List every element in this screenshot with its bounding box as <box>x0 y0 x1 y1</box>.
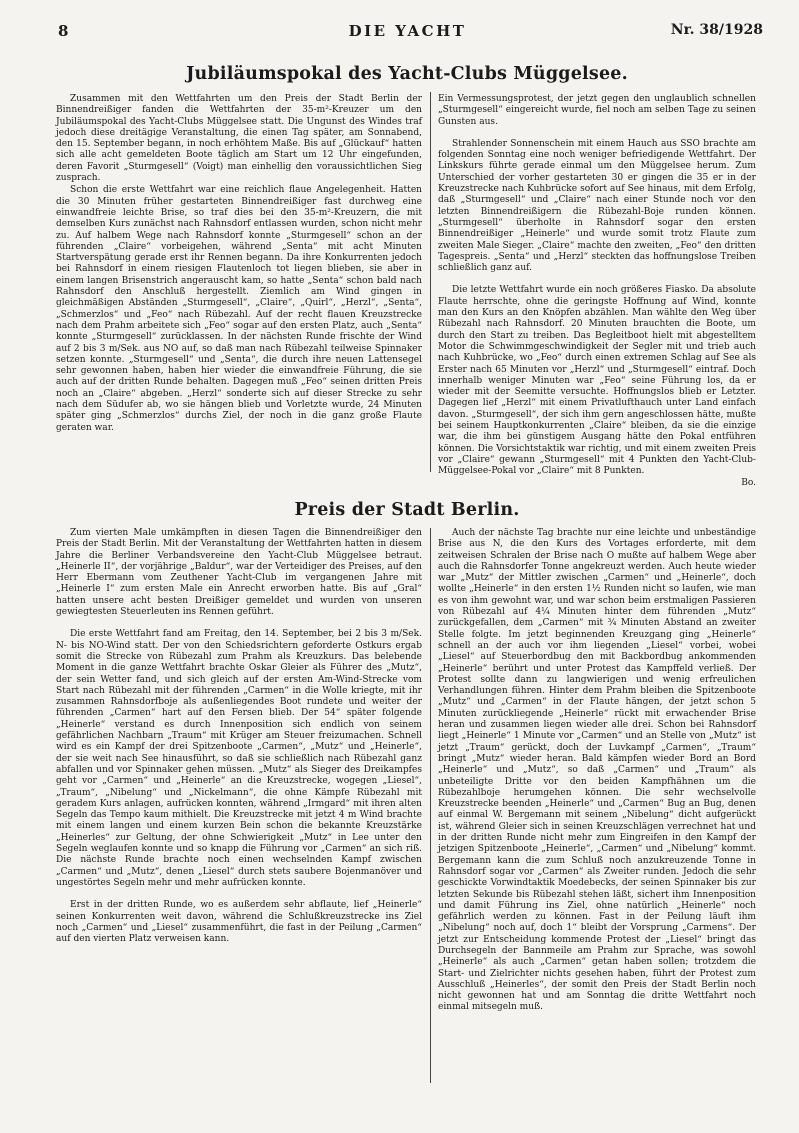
author-signature: Bo. <box>741 477 756 488</box>
paragraph: Schon die erste Wettfahrt war eine reichlich flaue Angelegenheit. Hatten die 30 Minuten früher gestarteten Binnendreißiger fast durchweg eine einwandfreie leichte Brise, so traf dies bei den 35-m²-Kreuzern, die mit demselben Kurs zunächst nach Rahnsdorf entlassen wurden, schon nicht mehr zu. Auf halbem Wege nach Rahnsdorf konnte „Sturmgesell“ schon an der führenden „Claire“ vorbeigehen, während „Senta“ mit acht Minuten Startverspätung gerade erst ihr Rennen begann. Da ihre Konkurrenten jedoch bei Rahnsdorf in einem riesigen Flautenloch tot liegen blieben, sie aber in einem langen Brisenstrich angerauscht kam, so hatte „Senta“ schon bald nach Rahnsdorf den Anschluß hergestellt. Ziemlich am Wind gingen in gleichmäßigen Abständen „Sturmgesell“, „Claire“, „Quirl“, „Herzl“, „Senta“, „Schmerzlos“ und „Feo“ nach Rübezahl. Auf der recht flauen Kreuzstrecke nach dem Prahm arbeitete sich „Feo“ sogar auf den ersten Platz, auch „Senta“ konnte „Sturmgesell“ zurücklassen. In der nächsten Runde frischte der Wind auf 2 bis 3 m/Sek. aus NO auf, so daß man nach Rübezahl teilweise Spinnaker setzen konnte. „Sturmgesell“ und „Senta“, die durch ihre neuen Lattensegel sehr gewonnen haben, haben hier wieder die einwandfreie Führung, die sie auch auf der dritten Runde behalten. Dagegen muß „Feo“ seinen dritten Preis noch an „Claire“ abgeben. „Herzl“ sonderte sich auf dieser Strecke zu sehr nach dem Südufer ab, wo sie hängen blieb und Vorletzte wurde, 24 Minuten später ging „Schmerzlos“ durchs Ziel, der noch in die ganz große Flaute geraten war. <box>56 185 422 433</box>
paragraph: Die erste Wettfahrt fand am Freitag, den 14. September, bei 2 bis 3 m/Sek. N- bis NO-Wind statt. Der von den Schiedsrichtern geforderte Ostkurs ergab somit die Strecke von Rübezahl zum Prahm als Kreuzkurs. Das belebende Moment in die ganze Wettfahrt brachte Oskar Gleier als Führer des „Mutz“, der sein Wetter fand, und sich gleich auf der ersten Am-Wind-Strecke vom Start nach Rübezahl mit der führenden „Carmen“ in die Wolle kriegte, mit ihr zusammen Rahnsdorfboje als außenliegendes Boot rundete und weiter der führenden „Carmen“ hart auf den Fersen blieb. Der 54“ später folgende „Heinerle“ verstand es durch Innenposition sich endlich von seinem gefährlichen Nachbarn „Traum“ mit Krüger am Steuer freizumachen. Schnell wird es ein Kampf der drei Spitzenboote „Carmen“, „Mutz“ und „Heinerle“, der sie weit nach See hinausführt, so daß sie schließlich nach Rübezahl ganz abfallen und vor Spinnaker gehen müssen. „Mutz“ als Sieger des Dreikampfes geht vor „Carmen“ und „Heinerle“ an die Kreuzstrecke, wogegen „Liesel“, „Traum“, „Nibelung“ und „Nickelmann“, die ohne Kämpfe Rübezahl mit geradem Kurs anlagen, aufrücken konnten, während „Irmgard“ mit ihren alten Segeln das Tempo kaum mithielt. Die Kreuzstrecke mit jetzt 4 m Wind brachte mit einem langen und einem kurzen Bein schon die bekannte Kreuzstärke „Heinerles“ zur Geltung, der ohne Schwierigkeit „Mutz“ in Lee unter den Segeln weglaufen konnte und so knapp die Führung vor „Carmen“ an sich riß. Die nächste Runde brachte noch einen wechselnden Kampf zwischen „Carmen“ und „Mutz“, denen „Liesel“ durch stets saubere Bojenmanöver und ungestörtes Segeln mehr und mehr aufrücken konnte. <box>56 629 422 888</box>
page-number: 8 <box>58 22 69 40</box>
paragraph: Zum vierten Male umkämpften in diesen Tagen die Binnendreißiger den Preis der Stadt Berlin. Mit der Veranstaltung der Wettfahrten hatten in diesem Jahre die Berliner Verbandsvereine den Yacht-Club Müggelsee betraut. „Heinerle II“, der vorjährige „Baldur“, war der Verteidiger des Preises, auf den Herr Ebermann vom Zeuthener Yacht-Club im vergangenen Jahre mit „Heinerle I“ zum ersten Male ein Anrecht erworben hatte. Bis auf „Gral“ hatten unsere acht besten Dreißiger gemeldet und wurden von unseren gewiegtesten Steuerleuten ins Rennen geführt. <box>56 528 422 618</box>
article-1-right-column <box>438 94 756 489</box>
paragraph: Die letzte Wettfahrt wurde ein noch größeres Fiasko. Da absolute Flaute herrschte, ohne die geringste Hoffnung auf Wind, konnte man den Kurs an den Knöpfen abzählen. Man wählte den Weg über Rübezahl nach Rahnsdorf. 20 Minuten brauchten die Boote, um durch den Start zu treiben. Das Begleitboot hielt mit abgestelltem Motor die Schwimmgeschwindigkeit der Segler mit und trieb auch nach Kuhbrücke, wo „Feo“ durch einen extremen Schlag auf See als Erster nach 65 Minuten vor „Herzl“ und „Sturmgesell“ eintraf. Doch innerhalb weniger Minuten war „Feo“ seine Führung los, da er wieder mit der Seemitte versuchte. Hoffnungslos blieb er Letzter. Dagegen lief „Herzl“ mit einem Privatlufthauch unter Land einfach davon. „Sturmgesell“, der sich ihm gern angeschlossen hätte, mußte bei seinem Hauptkonkurrenten „Claire“ bleiben, da sie die einzige war, die ihm bei günstigem Ausgang hätte den Pokal entführen können. Die Vorsichtstaktik war richtig, und mit einem zweiten Preis vor „Claire“ gewann „Sturmgesell“ mit 4 Punkten den Yacht-Club-Müggelsee-Pokal vor „Claire“ mit 8 Punkten. <box>438 285 756 477</box>
paragraph: Erst in der dritten Runde, wo es außerdem sehr abflaute, lief „Heinerle“ seinen Konkurrenten weit davon, während die Schlußkreuzstrecke ins Ziel noch „Carmen“ und „Liesel“ zusammenführt, die fast in der Peilung „Carmen“ auf den vierten Platz verweisen kann. <box>56 900 422 945</box>
paragraph: Zusammen mit den Wettfahrten um den Preis der Stadt Berlin der Binnendreißiger fanden die Wettfahrten der 35-m²-Kreuzer um den Jubiläumspokal des Yacht-Clubs Müggelsee statt. Die Ungunst des Windes traf jedoch diese dreitägige Veranstaltung, die einen Tag später, am Sonnabend, den 15. September begann, in noch erhöhtem Maße. Bis auf „Glückauf“ hatten sich alle acht gemeldeten Boote täglich am Start um 12 Uhr eingefunden, deren Favorit „Sturmgesell“ (Voigt) man einhellig den voraussichtlichen Sieg zusprach. <box>56 94 422 184</box>
paragraph: Ein Vermessungsprotest, der jetzt gegen den unglaublich schnellen „Sturmgesell“ eingereicht wurde, fiel noch am selben Tage zu seinen Gunsten aus. <box>438 94 756 127</box>
article-2-right-column <box>438 528 756 1014</box>
article-title-preis-der-stadt-berlin: Preis der Stadt Berlin. <box>294 500 520 520</box>
page-header <box>52 22 763 44</box>
column-divider <box>430 92 431 472</box>
masthead: DIE YACHT <box>348 22 467 40</box>
column-divider <box>430 528 431 1083</box>
paragraph: Auch der nächste Tag brachte nur eine leichte und unbeständige Brise aus N, die den Kurs des Vortages erforderte, mit dem zeitweisen Schralen der Brise nach O mußte auf halbem Wege aber auch die Rahnsdorfer Tonne angekreuzt werden. Auch heute wieder war „Mutz“ der Mittler zwischen „Carmen“ und „Heinerle“, doch wollte „Heinerle“ in den ersten 1½ Runden nicht so laufen, wie man es von ihm gewohnt war, und war schon beim erstmaligen Passieren von Rübezahl auf 4¼ Minuten hinter dem führenden „Mutz“ zurückgefallen, dem „Carmen“ mit ¾ Minuten Abstand an zweiter Stelle folgte. Im jetzt beginnenden Kreuzgang ging „Heinerle“ schnell an der auch vor ihm liegenden „Liesel“ vorbei, wobei „Liesel“ auf Steuerbordbug den mit Backbordbug ankommenden „Heinerle“ berührt und unter Protest das Kampffeld verließ. Der Protest sollte dann zu langwierigen und wenig erfreulichen Verhandlungen führen. Hinter dem Prahm bleiben die Spitzenboote „Mutz“ und „Carmen“ in der Flaute hängen, der jetzt schon 5 Minuten zurückliegende „Heinerle“ rückt mit erwachender Brise heran und zusammen liegen wieder alle drei. Schon bei Rahnsdorf liegt „Heinerle“ 1 Minute vor „Carmen“ und an Stelle von „Mutz“ ist jetzt „Traum“ gerückt, doch der Luvkampf „Carmen“, „Traum“ bringt „Mutz“ wieder heran. Bald kämpfen wieder Bord an Bord „Heinerle“ und „Mutz“, so daß „Carmen“ und „Traum“ als unbeteiligte Dritte vor den beiden Kampfhähnen um die Rübezahlboje herumgehen können. Die sehr wechselvolle Kreuzstrecke beenden „Heinerle“ und „Carmen“ Bug an Bug, denen auf einmal W. Bergemann mit seinem „Nibelung“ dicht aufgerückt ist, während Gleier sich in seinen Kreuzschlägen verrechnet hat und in der dritten Runde nicht mehr zum Eingreifen in den Kampf der jetzigen Spitzenboote „Heinerle“, „Carmen“ und „Nibelung“ kommt. Bergemann kann die zum Schluß noch anzukreuzende Tonne in Rahnsdorf sogar vor „Carmen“ als Zweiter runden. Jedoch die sehr geschickte Vorwindtaktik Moedebecks, der seinen Spinnaker bis zur letzten Sekunde bis Rübezahl stehen läßt, sichert ihm Innenposition und damit Führung ins Ziel, ohne natürlich „Heinerle“ noch gefährlich werden zu können. Fast in der Peilung läuft ihm „Nibelung“ noch auf, doch 1“ bleibt der Vorsprung „Carmens“. Der jetzt zur Entscheidung kommende Protest der „Liesel“ bringt das Durchsegeln der Bannmeile am Prahm zur Sprache, was sowohl „Heinerle“ als auch „Carmen“ getan haben sollen; trotzdem die Start- und Zielrichter nichts gesehen haben, führt der Protest zum Ausschluß „Heinerles“, der somit den Preis der Stadt Berlin noch nicht gewonnen hat und am Sonntag die dritte Wettfahrt noch einmal mitsegeln muß. <box>438 528 756 1013</box>
issue-number: Nr. 38/1928 <box>670 22 763 38</box>
article-2-left-column <box>56 528 422 945</box>
paragraph: Strahlender Sonnenschein mit einem Hauch aus SSO brachte am folgenden Sonntag eine noch weniger befriedigende Wettfahrt. Der Linkskurs führte gerade einmal um den Müggelsee herum. Zum Unterschied der vorher gestarteten 30 er gingen die 35 er in der Kreuzstrecke nach Kuhbrücke sofort auf See hinaus, mit dem Erfolg, daß „Sturmgesell“ und „Claire“ nach einer Stunde noch vor den letzten Binnendreißigern die Rübezahl-Boje runden können. „Sturmgesell“ überholte in Rahnsdorf sogar den ersten Binnendreißiger „Heinerle“ und wurde somit trotz Flaute zum zweiten Male Sieger. „Claire“ machte den zweiten, „Feo“ den dritten Tagespreis. „Senta“ und „Herzl“ steckten das hoffnungslose Treiben schließlich ganz auf. <box>438 138 756 274</box>
article-1-left-column <box>56 94 422 434</box>
article-title-jubilaeumspokal: Jubiläumspokal des Yacht-Clubs Müggelsee. <box>186 64 628 84</box>
